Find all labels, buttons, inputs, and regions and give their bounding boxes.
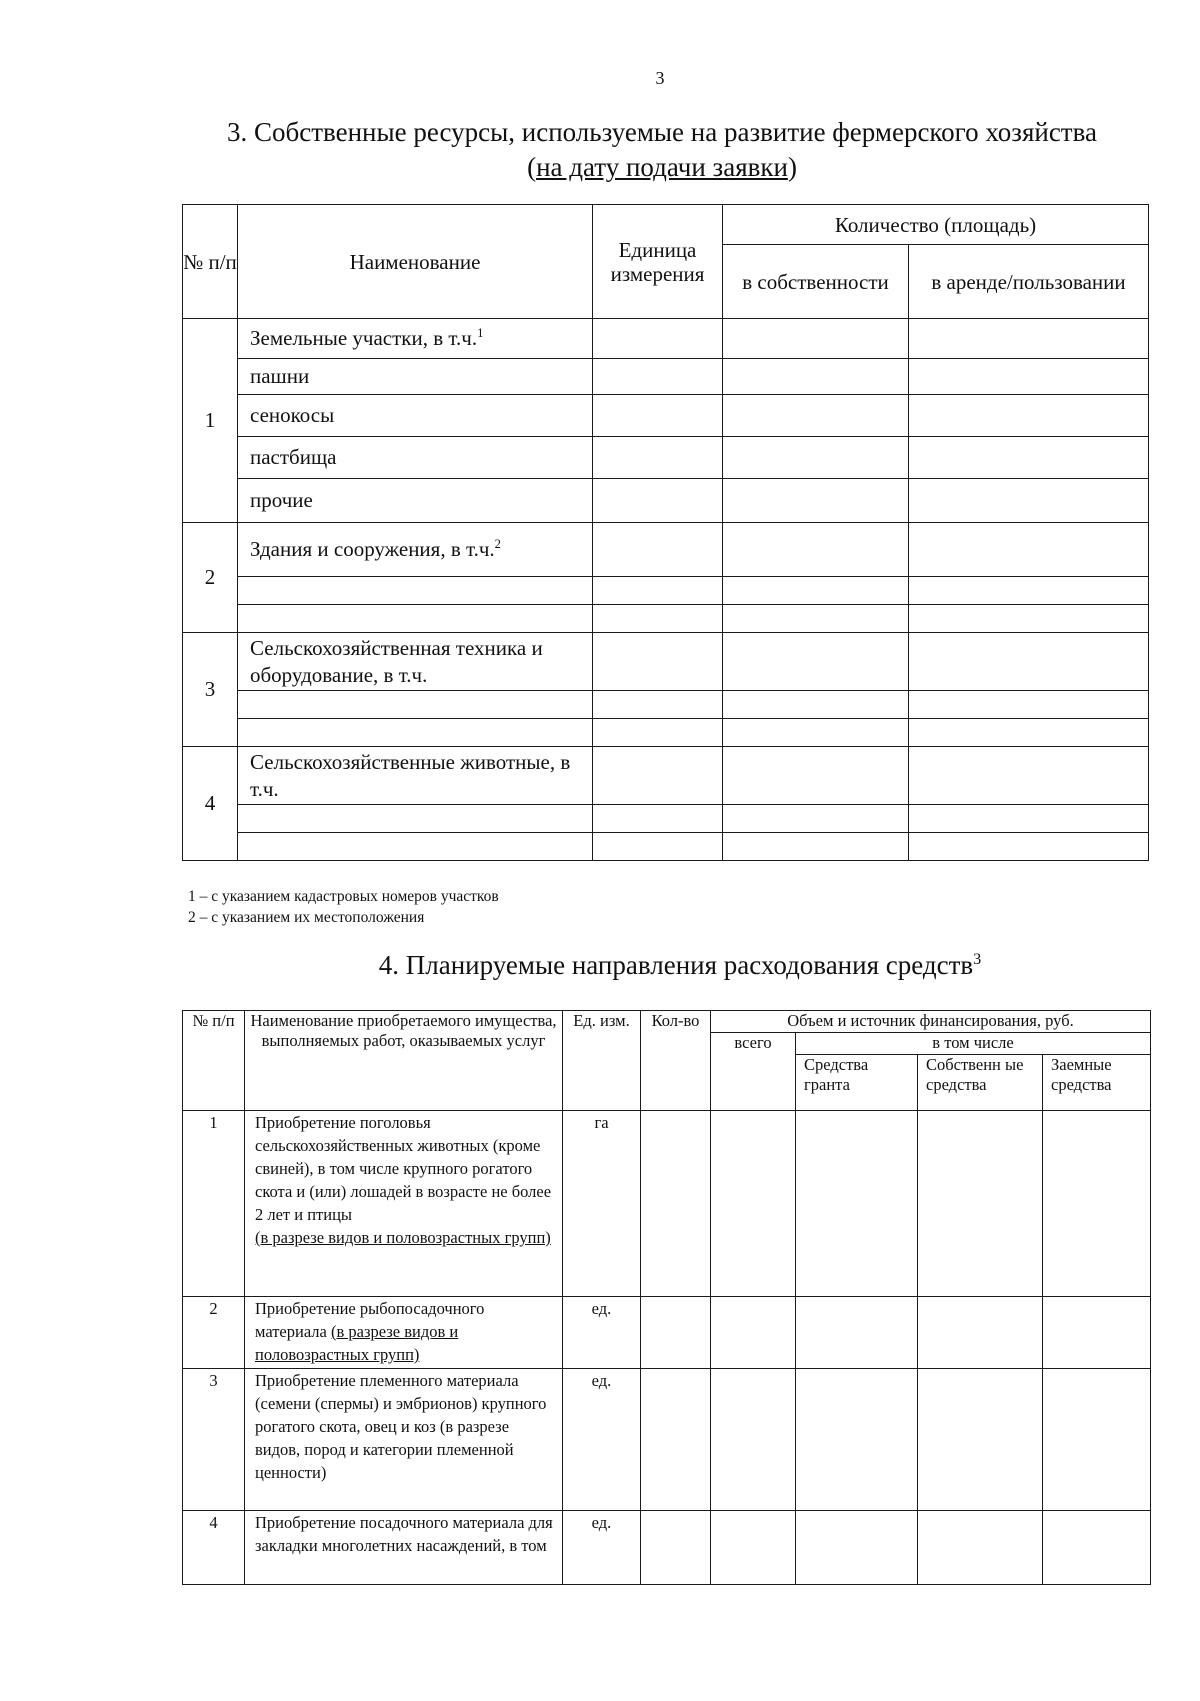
cell-unit[interactable]: [593, 805, 723, 833]
row-name: Приобретение поголовья сельскохозяйственных животных (кроме свиней), в том числе крупного рогатого скота и (или) лошадей в возрасте не более 2 лет и птицы (в разрезе видов и половозрастных групп): [245, 1111, 563, 1297]
cell-own[interactable]: [918, 1297, 1043, 1369]
row-name: Сельскохозяйственная техника и оборудование, в т.ч.: [238, 633, 593, 691]
section4-title: 4. Планируемые направления расходования средств$^3$: [378, 950, 982, 980]
row-name: Приобретение племенного материала (семени (спермы) и эмбрионов) крупного рогатого скота, овец и коз (в разрезе видов, пород и категории племенной ценности): [245, 1369, 563, 1511]
section3-subtitle: (на дату подачи заявки): [527, 152, 797, 182]
cell-total[interactable]: [711, 1111, 796, 1297]
row-name: Земельные участки, в т.ч.$^1$: [238, 319, 593, 359]
cell-unit[interactable]: [593, 319, 723, 359]
header-grant: Средства гранта: [796, 1055, 918, 1111]
row-unit: га: [563, 1111, 641, 1297]
cell-grant[interactable]: [796, 1511, 918, 1585]
row-name: пашни: [238, 359, 593, 395]
cell-owned[interactable]: [723, 605, 909, 633]
header-including: в том числе: [796, 1033, 1151, 1055]
header-quantity: Количество (площадь): [723, 205, 1149, 245]
cell-unit[interactable]: [593, 691, 723, 719]
row-unit: ед.: [563, 1297, 641, 1369]
cell-unit[interactable]: [593, 747, 723, 805]
row-name[interactable]: [238, 719, 593, 747]
cell-unit[interactable]: [593, 605, 723, 633]
header-owned: в собственности: [723, 245, 909, 319]
page-number: 3: [655, 68, 665, 88]
cell-unit[interactable]: [593, 633, 723, 691]
cell-unit[interactable]: [593, 833, 723, 861]
cell-owned[interactable]: [723, 395, 909, 437]
cell-own[interactable]: [918, 1111, 1043, 1297]
header-unit: Ед. изм.: [563, 1011, 641, 1111]
row-name: Сельскохозяйственные животные, в т.ч.: [238, 747, 593, 805]
row-name[interactable]: [238, 691, 593, 719]
cell-leased[interactable]: [909, 319, 1149, 359]
cell-leased[interactable]: [909, 833, 1149, 861]
planned-expenses-table: [182, 1010, 1151, 1585]
cell-own[interactable]: [918, 1369, 1043, 1511]
cell-qty[interactable]: [641, 1297, 711, 1369]
cell-owned[interactable]: [723, 633, 909, 691]
header-own: Собственн ые средства: [918, 1055, 1043, 1111]
cell-unit[interactable]: [593, 523, 723, 577]
cell-unit[interactable]: [593, 395, 723, 437]
cell-loan[interactable]: [1043, 1511, 1151, 1585]
row-name: прочие: [238, 479, 593, 523]
footnote-1: 1 – с указанием кадастровых номеров участков: [188, 888, 499, 905]
cell-leased[interactable]: [909, 605, 1149, 633]
header-leased: в аренде/пользовании: [909, 245, 1149, 319]
cell-unit[interactable]: [593, 479, 723, 523]
row-name: Приобретение посадочного материала для закладки многолетних насаждений, в том: [245, 1511, 563, 1585]
row-name[interactable]: [238, 833, 593, 861]
cell-owned[interactable]: [723, 577, 909, 605]
row-num: 4: [183, 1511, 245, 1585]
cell-owned[interactable]: [723, 319, 909, 359]
cell-owned[interactable]: [723, 437, 909, 479]
cell-owned[interactable]: [723, 691, 909, 719]
cell-qty[interactable]: [641, 1511, 711, 1585]
header-num: № п/п: [183, 1011, 245, 1111]
row-name: Приобретение рыбопосадочного материала (в разрезе видов и половозрастных групп): [245, 1297, 563, 1369]
header-total: всего: [711, 1033, 796, 1111]
cell-leased[interactable]: [909, 691, 1149, 719]
cell-grant[interactable]: [796, 1369, 918, 1511]
group-num: 4: [183, 747, 238, 861]
cell-unit[interactable]: [593, 719, 723, 747]
row-name: сенокосы: [238, 395, 593, 437]
row-num: 1: [183, 1111, 245, 1297]
cell-grant[interactable]: [796, 1111, 918, 1297]
cell-loan[interactable]: [1043, 1111, 1151, 1297]
cell-leased[interactable]: [909, 633, 1149, 691]
cell-grant[interactable]: [796, 1297, 918, 1369]
row-unit: ед.: [563, 1511, 641, 1585]
cell-qty[interactable]: [641, 1369, 711, 1511]
cell-total[interactable]: [711, 1511, 796, 1585]
cell-unit[interactable]: [593, 437, 723, 479]
header-name: Наименование приобретаемого имущества, выполняемых работ, оказываемых услуг: [245, 1011, 563, 1111]
cell-leased[interactable]: [909, 805, 1149, 833]
section3-title: 3. Собственные ресурсы, используемые на развитие фермерского хозяйства: [227, 117, 1097, 147]
cell-unit[interactable]: [593, 359, 723, 395]
row-name[interactable]: [238, 805, 593, 833]
row-name[interactable]: [238, 577, 593, 605]
cell-owned[interactable]: [723, 523, 909, 577]
group-num: 2: [183, 523, 238, 633]
row-num: 2: [183, 1297, 245, 1369]
cell-leased[interactable]: [909, 359, 1149, 395]
row-num: 3: [183, 1369, 245, 1511]
cell-leased[interactable]: [909, 479, 1149, 523]
cell-owned[interactable]: [723, 747, 909, 805]
cell-own[interactable]: [918, 1511, 1043, 1585]
cell-loan[interactable]: [1043, 1369, 1151, 1511]
header-funding: Объем и источник финансирования, руб.: [711, 1011, 1151, 1033]
cell-owned[interactable]: [723, 805, 909, 833]
row-name: пастбища: [238, 437, 593, 479]
cell-unit[interactable]: [593, 577, 723, 605]
header-num: № п/п: [183, 205, 238, 319]
cell-owned[interactable]: [723, 359, 909, 395]
cell-owned[interactable]: [723, 833, 909, 861]
cell-leased[interactable]: [909, 523, 1149, 577]
cell-owned[interactable]: [723, 479, 909, 523]
footnotes: [188, 886, 499, 928]
header-loan: Заемные средства: [1043, 1055, 1151, 1111]
header-qty: Кол-во: [641, 1011, 711, 1111]
cell-owned[interactable]: [723, 719, 909, 747]
cell-leased[interactable]: [909, 747, 1149, 805]
cell-leased[interactable]: [909, 577, 1149, 605]
cell-loan[interactable]: [1043, 1297, 1151, 1369]
cell-leased[interactable]: [909, 395, 1149, 437]
row-name: Здания и сооружения, в т.ч.$^2$: [238, 523, 593, 577]
cell-qty[interactable]: [641, 1111, 711, 1297]
group-num: 1: [183, 319, 238, 523]
row-name[interactable]: [238, 605, 593, 633]
header-unit: Единица измерения: [593, 205, 723, 319]
own-resources-table: [182, 204, 1149, 861]
cell-total[interactable]: [711, 1297, 796, 1369]
header-name: Наименование: [238, 205, 593, 319]
group-num: 3: [183, 633, 238, 747]
cell-total[interactable]: [711, 1369, 796, 1511]
cell-leased[interactable]: [909, 437, 1149, 479]
footnote-2: 2 – с указанием их местоположения: [188, 909, 425, 926]
row-unit: ед.: [563, 1369, 641, 1511]
cell-leased[interactable]: [909, 719, 1149, 747]
